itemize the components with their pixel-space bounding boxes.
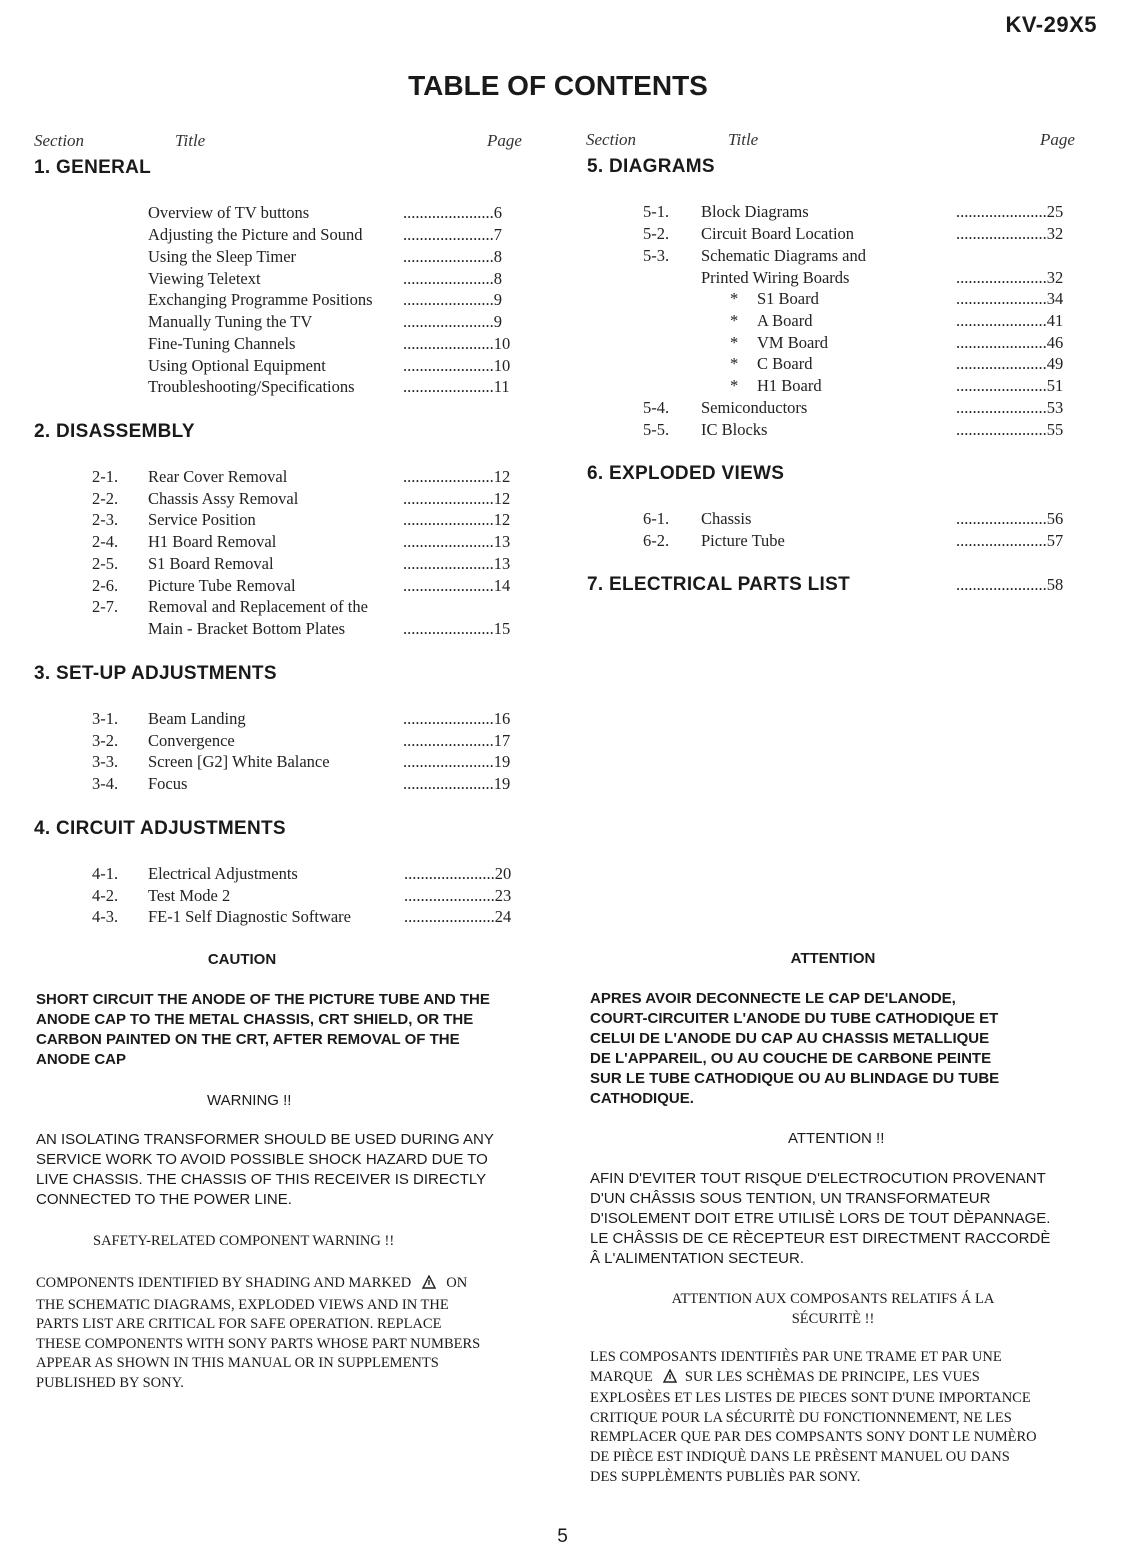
warning-text (36, 1130, 494, 1210)
toc-entry-page: ......................32 (956, 224, 1064, 243)
toc-entry-label: A Board (757, 311, 813, 330)
toc-entry-label: Exchanging Programme Positions (148, 290, 373, 309)
attention-text (590, 989, 999, 1109)
toc-entry-number: 2-1. (92, 467, 119, 486)
toc-entry-page: ......................10 (403, 356, 511, 375)
text-line: LIVE CHASSIS. THE CHASSIS OF THIS RECEIVER IS DIRECTLY (36, 1171, 487, 1188)
toc-entry-number: 3-3. (92, 752, 119, 771)
safety-warning-heading: SAFETY-RELATED COMPONENT WARNING !! (93, 1233, 395, 1249)
text-segment: ON (446, 1275, 468, 1291)
section-heading-disassembly: 2. DISASSEMBLY (34, 421, 195, 442)
column-header-section-right: Section (586, 130, 637, 149)
toc-entry-page: ......................12 (403, 510, 511, 529)
section-heading-exploded-views: 6. EXPLODED VIEWS (587, 463, 785, 484)
toc-entry-label: Circuit Board Location (701, 224, 855, 243)
toc-entry-page: ......................19 (403, 752, 511, 771)
text-line: PUBLISHED BY SONY. (36, 1374, 184, 1391)
text-line: SUR LE TUBE CATHODIQUE OU AU BLINDAGE DU TUBE (590, 1070, 1000, 1087)
toc-entry-label: Overview of TV buttons (148, 203, 310, 222)
text-line: ANODE CAP (36, 1051, 127, 1068)
toc-entry-number: 2-4. (92, 532, 119, 551)
toc-entry-page: ......................25 (956, 202, 1064, 221)
toc-entry-page: ......................8 (403, 269, 502, 288)
text-line: SÉCURITÈ !! (791, 1310, 875, 1327)
text-line: THE SCHEMATIC DIAGRAMS, EXPLODED VIEWS AND IN THE (36, 1296, 449, 1313)
toc-entry-page: ......................41 (956, 311, 1064, 330)
toc-entry-number: 2-2. (92, 489, 119, 508)
model-number: KV-29X5 (1005, 12, 1097, 37)
toc-entry-label: Schematic Diagrams and (701, 246, 866, 265)
toc-entry-page: ......................12 (403, 467, 511, 486)
toc-entry-label: VM Board (757, 333, 829, 352)
toc-entry-number: 5-5. (643, 420, 670, 439)
text-line: Â L'ALIMENTATION SECTEUR. (590, 1250, 805, 1267)
toc-entry-number: 3-2. (92, 731, 119, 750)
text-line (590, 1368, 1037, 1390)
text-line: CRITIQUE POUR LA SÉCURITÈ DU FONCTIONNEMENT, NE LES (590, 1409, 1012, 1426)
asterisk-icon: * (730, 376, 739, 395)
column-header-page: Page (487, 131, 522, 150)
text-line: EXPLOSÈES ET LES LISTES DE PIECES SONT D'UNE IMPORTANCE (590, 1390, 1031, 1407)
toc-entry-label: H1 Board Removal (148, 532, 277, 551)
text-line: AFIN D'EVITER TOUT RISQUE D'ELECTROCUTION PROVENANT (590, 1170, 1046, 1187)
attention-heading: ATTENTION (790, 950, 876, 967)
toc-entry-label: Block Diagrams (701, 202, 809, 221)
text-line: ANODE CAP TO THE METAL CHASSIS, CRT SHIELD, OR THE (36, 1011, 474, 1028)
asterisk-icon: * (730, 311, 739, 330)
toc-entry-label: Semiconductors (701, 398, 808, 417)
attention-warning-heading: ATTENTION !! (788, 1130, 885, 1147)
text-line: DES SUPPLÈMENTS PUBLIÈS PAR SONY. (590, 1468, 861, 1485)
text-line: SHORT CIRCUIT THE ANODE OF THE PICTURE TUBE AND THE (36, 991, 490, 1008)
toc-entry-label: Rear Cover Removal (148, 467, 288, 486)
text-line: D'ISOLEMENT DOIT ETRE UTILISÈ LORS DE TOUT DÈPANNAGE. (590, 1210, 1051, 1227)
text-line: REMPLACER QUE PAR DES COMPSANTS SONY DONT LE NUMÈRO (590, 1429, 1037, 1446)
section-heading-diagrams: 5. DIAGRAMS (587, 156, 715, 177)
toc-entry-label: Using the Sleep Timer (148, 247, 297, 266)
toc-entry-page: ......................53 (956, 398, 1064, 417)
caution-text (36, 990, 490, 1070)
toc-entry-number: 6-1. (643, 509, 670, 528)
toc-entry-page: ......................55 (956, 420, 1064, 439)
toc-entry-page: ......................9 (403, 312, 502, 331)
toc-entry-page: ......................16 (403, 709, 511, 728)
column-header-section: Section (34, 131, 85, 150)
toc-entry-number: 2-6. (92, 576, 119, 595)
text-line: PARTS LIST ARE CRITICAL FOR SAFE OPERATION. REPLACE (36, 1316, 442, 1333)
toc-entry-label: Electrical Adjustments (148, 864, 298, 883)
text-line: APPEAR AS SHOWN IN THIS MANUAL OR IN SUPPLEMENTS (36, 1355, 439, 1372)
toc-entry-number: 4-2. (92, 886, 119, 905)
toc-entry-label: Picture Tube (701, 531, 785, 550)
attention-warning-text (590, 1169, 1050, 1269)
toc-entry-number: 2-7. (92, 597, 119, 616)
toc-entry-page: ......................17 (403, 731, 511, 750)
toc-entry-page: ......................14 (403, 576, 511, 595)
toc-entry-page: ......................58 (956, 575, 1064, 594)
toc-entry-number: 5-1. (643, 202, 670, 221)
text-segment: SUR LES SCHÈMAS DE PRINCIPE, LES VUES (684, 1368, 980, 1385)
text-line: APRES AVOIR DECONNECTE LE CAP DE'LANODE, (590, 990, 956, 1007)
toc-entry-number: 3-4. (92, 774, 119, 793)
toc-entry-label: Printed Wiring Boards (701, 268, 850, 287)
toc-entry-page: ......................15 (403, 619, 511, 638)
toc-entry-number: 5-2. (643, 224, 670, 243)
text-line: D'UN CHÂSSIS SOUS TENTION, UN TRANSFORMATEUR (590, 1190, 991, 1207)
page-number: 5 (557, 1526, 568, 1547)
caution-heading: CAUTION (207, 951, 277, 968)
toc-entry-label: Service Position (148, 510, 256, 529)
toc-entry-label: Viewing Teletext (148, 269, 261, 288)
text-line: CONNECTED TO THE POWER LINE. (36, 1191, 292, 1208)
toc-entry-label: Using Optional Equipment (148, 356, 326, 375)
toc-entry-page: ......................12 (403, 489, 511, 508)
safety-warning-text (36, 1274, 480, 1394)
toc-entry-page: ......................24 (404, 907, 512, 926)
toc-entry-number: 5-4. (643, 398, 670, 417)
toc-entry-number: 6-2. (643, 531, 670, 550)
section-heading-circuit-adjustments: 4. CIRCUIT ADJUSTMENTS (34, 818, 286, 839)
toc-entry-label: Test Mode 2 (148, 886, 231, 905)
section-heading-setup-adjustments: 3. SET-UP ADJUSTMENTS (34, 663, 277, 684)
toc-entry-page: ......................19 (403, 774, 511, 793)
toc-entry-label: Convergence (148, 731, 235, 750)
text-line: CARBON PAINTED ON THE CRT, AFTER REMOVAL OF THE (36, 1031, 460, 1048)
toc-entry-page: ......................11 (403, 377, 510, 396)
warning-triangle-icon (422, 1275, 436, 1296)
toc-entry-label: Focus (148, 774, 188, 793)
toc-entry-label: S1 Board Removal (148, 554, 274, 573)
toc-entry-number: 3-1. (92, 709, 119, 728)
text-segment: COMPONENTS IDENTIFIED BY SHADING AND MARKED (36, 1275, 412, 1291)
text-segment: MARQUE (590, 1368, 653, 1385)
text-line: CELUI DE L'ANODE DU CAP AU CHASSIS METALLIQUE (590, 1030, 990, 1047)
page-title: TABLE OF CONTENTS (408, 70, 708, 101)
toc-entry-page: ......................32 (956, 268, 1064, 287)
section-heading-electrical-parts-list: 7. ELECTRICAL PARTS LIST (587, 574, 851, 595)
toc-entry-label: Screen [G2] White Balance (148, 752, 330, 771)
toc-entry-label: Adjusting the Picture and Sound (148, 225, 363, 244)
attention-safety-text (590, 1348, 1037, 1487)
toc-entry-label: C Board (757, 354, 813, 373)
toc-entry-label: S1 Board (757, 289, 819, 308)
text-line (36, 1274, 480, 1296)
toc-entry-label: Manually Tuning the TV (148, 312, 313, 331)
toc-entry-number: 4-3. (92, 907, 119, 926)
toc-entry-page: ......................8 (403, 247, 502, 266)
column-header-page-right: Page (1040, 130, 1075, 149)
toc-entry-label: Chassis Assy Removal (148, 489, 299, 508)
toc-entry-label: Main - Bracket Bottom Plates (148, 619, 346, 638)
text-line: ATTENTION AUX COMPOSANTS RELATIFS Á LA (671, 1291, 995, 1307)
column-header-title-right: Title (728, 130, 759, 149)
toc-entry-page: ......................23 (404, 886, 512, 905)
toc-entry-page: ......................7 (403, 225, 502, 244)
toc-entry-label: Beam Landing (148, 709, 246, 728)
toc-entry-page: ......................13 (403, 554, 511, 573)
text-line: CATHODIQUE. (590, 1090, 694, 1107)
section-heading-general: 1. GENERAL (34, 157, 152, 178)
text-line: AN ISOLATING TRANSFORMER SHOULD BE USED DURING ANY (36, 1131, 494, 1148)
toc-entry-number: 5-3. (643, 246, 670, 265)
toc-entry-page: ......................57 (956, 531, 1064, 550)
text-line: SERVICE WORK TO AVOID POSSIBLE SHOCK HAZARD DUE TO (36, 1151, 488, 1168)
toc-entry-page: ......................10 (403, 334, 511, 353)
toc-entry-label: Removal and Replacement of the (148, 597, 368, 616)
toc-entry-page: ......................20 (404, 864, 512, 883)
text-line: LE CHÂSSIS DE CE RÈCEPTEUR EST DIRECTMENT RACCORDÈ (590, 1230, 1051, 1247)
toc-entry-number: 2-3. (92, 510, 119, 529)
toc-entry-page: ......................9 (403, 290, 502, 309)
toc-entry-page: ......................34 (956, 289, 1064, 308)
attention-safety-heading (628, 1290, 1038, 1329)
asterisk-icon: * (730, 289, 739, 308)
warning-triangle-icon (663, 1369, 677, 1390)
toc-entry-label: Picture Tube Removal (148, 576, 296, 595)
text-line: DE PIÈCE EST INDIQUÈ DANS LE PRÈSENT MANUEL OU DANS (590, 1448, 1010, 1465)
toc-entry-page: ......................56 (956, 509, 1064, 528)
toc-entry-number: 2-5. (92, 554, 119, 573)
text-line: COURT-CIRCUITER L'ANODE DU TUBE CATHODIQUE ET (590, 1010, 999, 1027)
text-line: LES COMPOSANTS IDENTIFIÈS PAR UNE TRAME ET PAR UNE (590, 1349, 1002, 1365)
toc-entry-number: 4-1. (92, 864, 119, 883)
toc-entry-label: Fine-Tuning Channels (148, 334, 296, 353)
toc-entry-page: ......................13 (403, 532, 511, 551)
column-header-title: Title (175, 131, 206, 150)
toc-entry-page: ......................49 (956, 354, 1064, 373)
warning-heading: WARNING !! (207, 1092, 292, 1109)
asterisk-icon: * (730, 354, 739, 373)
toc-entry-label: Troubleshooting/Specifications (148, 377, 355, 396)
toc-entry-page: ......................6 (403, 203, 502, 222)
toc-entry-page: ......................51 (956, 376, 1064, 395)
toc-entry-label: FE-1 Self Diagnostic Software (148, 907, 352, 926)
text-line: THESE COMPONENTS WITH SONY PARTS WHOSE PART NUMBERS (36, 1335, 481, 1352)
toc-entry-label: H1 Board (757, 376, 822, 395)
toc-entry-label: IC Blocks (701, 420, 768, 439)
toc-entry-label: Chassis (701, 509, 752, 528)
text-line: DE L'APPAREIL, OU AU COUCHE DE CARBONE PEINTE (590, 1050, 992, 1067)
asterisk-icon: * (730, 333, 739, 352)
toc-entry-page: ......................46 (956, 333, 1064, 352)
